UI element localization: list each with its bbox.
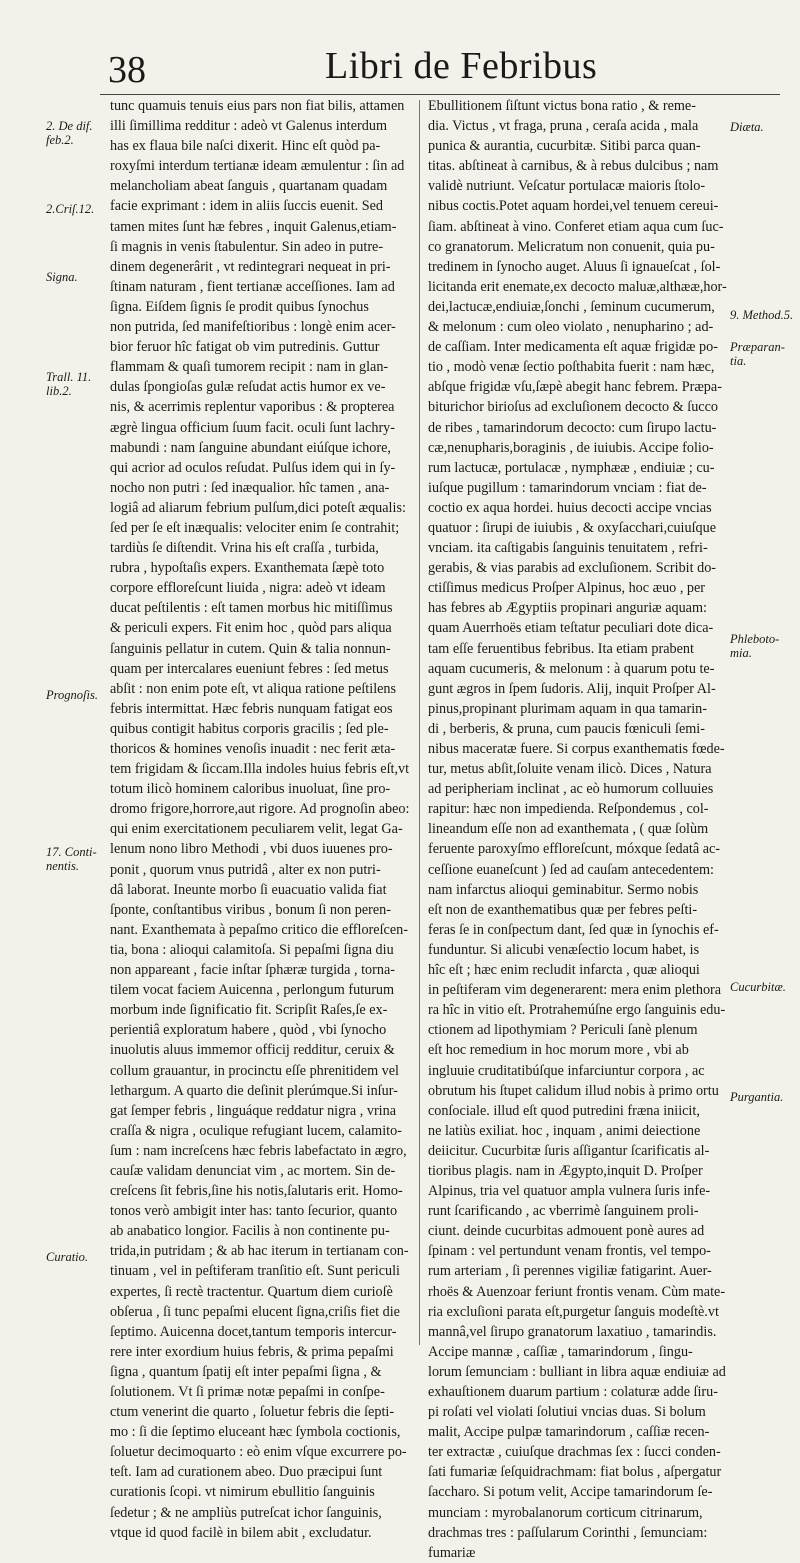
left-column-line: logiâ ad aliarum febrium pulſum,dici poteſt æqualis: bbox=[110, 499, 406, 516]
left-column-line: gat ſemper febris , linguáque reddatur nigra , vrina bbox=[110, 1102, 397, 1119]
right-column-line: ctionem ad lipothymiam ? Periculi ſanè plenum bbox=[428, 1022, 698, 1039]
left-column-line: rere inter exordium huius febris, & prima pepaſmi bbox=[110, 1343, 394, 1360]
left-column-line: ſolutionem. Vt ſi primæ notæ pepaſmi in conſpe- bbox=[110, 1384, 385, 1400]
right-column-line: ne latiùs exiliat. hoc , inquam , animi deiectione bbox=[428, 1122, 701, 1139]
right-column-line: abſque frigidæ vſu,ſæpè abegit hanc febrem. Præpa- bbox=[428, 379, 722, 396]
right-column-line: ſiam. abſtineat à vino. Conferet etiam aqua cum ſuc- bbox=[428, 218, 724, 235]
right-column-line: vnciam. ita caſtigabis ſanguinis tenuitatem , refri- bbox=[428, 540, 708, 557]
margin-note-line: Trall. 11. bbox=[46, 370, 92, 384]
left-column-line: ſi magnis in venis ſtabulentur. Sin adeo in putre- bbox=[110, 238, 384, 255]
left-column-line: non appareant , facie inſtar ſphæræ turgida , torna- bbox=[110, 962, 395, 979]
left-column-line: totum ilicò hominem caloribus inuoluat, ſine pro- bbox=[110, 781, 391, 798]
right-column-line: ceſſione euaneſcunt ) ſed ad cauſam antecedentem: bbox=[428, 861, 714, 878]
right-column-line: di , berberis, & pruna, cum paucis fœniculi ſemi- bbox=[428, 720, 705, 737]
left-column-line: ſeptimo. Auicenna docet,tantum temporis intercur- bbox=[110, 1323, 397, 1340]
left-column-line: bior feruor hîc fatigat ob vim putredinis. Guttur bbox=[110, 339, 380, 356]
right-column-line: ter extractæ , cuiuſque drachmas ſex : ſucci conden- bbox=[428, 1444, 721, 1461]
margin-note-prognosis bbox=[46, 688, 98, 702]
right-column-line: obrutum his ſtupet calidum illud nobis à primo ortu bbox=[428, 1082, 719, 1099]
right-column-line: gerabis, & vias parabis ad excluſionem. Scribit do- bbox=[428, 560, 717, 577]
right-column-line: tioribus plagis. nam in Ægypto,inquit D. Proſper bbox=[428, 1162, 703, 1179]
left-column-line: perientiâ exploratum habere , quòd , vbi ſynocho bbox=[110, 1022, 387, 1039]
column-divider bbox=[419, 100, 420, 1345]
running-title: Libri de Febribus bbox=[325, 45, 598, 87]
margin-note-de-crisibus bbox=[46, 202, 94, 216]
left-column-line: curationis ſcopi. vt nimirum ebullitio ſanguinis bbox=[110, 1484, 375, 1501]
left-column-line: obſerua , ſi tunc pepaſmi elucent ſigna,criſis fiet die bbox=[110, 1303, 400, 1320]
margin-note-line: Signa. bbox=[46, 270, 78, 284]
margin-note-line: tia. bbox=[730, 354, 747, 368]
left-column-line: ponit , quorum vnus putridâ , alter ex non putri- bbox=[110, 861, 381, 878]
margin-note-line: lib.2. bbox=[46, 384, 72, 398]
left-column-line: ægrè lingua officium ſuum facit. oculi ſunt lachry- bbox=[110, 419, 395, 436]
left-column-line: tinuam , vel in peſtiferam tranſitio eſt. Sunt periculi bbox=[110, 1263, 400, 1280]
right-column-line: malit, Accipe pulpæ tamarindorum , caſſiæ recen- bbox=[428, 1424, 710, 1441]
right-column-line: tio , modò venæ ſectio poſthabita fuerit : nam hæc, bbox=[428, 359, 715, 376]
margin-note-line: Diæta. bbox=[730, 120, 764, 134]
right-column-line: has febres ab Ægyptiis propinari anguriæ aquam: bbox=[428, 600, 707, 617]
margin-note-signa bbox=[46, 270, 78, 284]
right-column-line: ſpinam : vel pertundunt venam frontis, vel tempo- bbox=[428, 1243, 711, 1260]
right-column-line: titas. abſtineat à carnibus, & à rebus dulcibus ; nam bbox=[428, 158, 719, 175]
right-text-column bbox=[428, 96, 728, 1563]
right-column-line: gunt ægros in ſpem ſudoris. Alij, inquit Proſper Al- bbox=[428, 680, 716, 697]
right-column-line: runt ſcarificando , ac vberrimè ſanguinem proli- bbox=[428, 1203, 699, 1220]
margin-note-line: nentis. bbox=[46, 859, 79, 873]
margin-note-praeparantia bbox=[730, 340, 785, 368]
right-column-line: Ebullitionem ſiſtunt victus bona ratio , & reme- bbox=[428, 98, 696, 114]
left-column-line: nocho non putri : ſed inæqualior. hîc tamen , ana- bbox=[110, 479, 390, 496]
left-column-line: tamen mites ſunt hæ febres , inquit Galenus,etiam- bbox=[110, 218, 397, 235]
right-column-line: feruente paroxyſmo effloreſcunt, móxque ſedatâ ac- bbox=[428, 841, 721, 858]
left-column-line: ſedetur ; & ne ampliùs putreſcat ichor ſanguinis, bbox=[110, 1504, 382, 1521]
left-column-line: inuolutis aluus immemor officij redditur, ceruix & bbox=[110, 1042, 395, 1059]
right-column-line: Alpinus, tria vel quatuor ampla vulnera ſuris infe- bbox=[428, 1183, 711, 1200]
left-column-line: lenum nono libro Methodi , vbi duos iuuenes pro- bbox=[110, 841, 393, 858]
left-column-line: abſit : non enim pote eſt, vt aliqua ratione peſtilens bbox=[110, 680, 397, 697]
right-column-line: tam eſſe feruentibus febribus. Ita etiam prabent bbox=[428, 640, 694, 657]
left-column-line: ducat peſtilentis : eſt tamen morbus hic mitiſſimus bbox=[110, 600, 393, 617]
left-column-line: tem frigidam & ſiccam.Illa indoles huius febris eſt,vt bbox=[110, 761, 410, 778]
right-column-line: lineandum eſſe non ad exanthemata , ( quæ ſolùm bbox=[428, 821, 709, 838]
left-column-line: tia, bona : alioqui calamitoſa. Si pepaſmi ſigna diu bbox=[110, 941, 394, 958]
right-column-line: quam Auerrhoës etiam teſtatur peculiari dote dica- bbox=[428, 620, 714, 637]
margin-note-curatio bbox=[46, 1250, 88, 1264]
left-column-line: vtque id quod facilè in bilem abit , excludatur. bbox=[110, 1524, 372, 1541]
right-column-line: eſt hoc remedium in hoc morum more , vbi ab bbox=[428, 1042, 689, 1059]
margin-note-line: 9. Method.5. bbox=[730, 308, 794, 322]
margin-note-line: feb.2. bbox=[46, 133, 74, 147]
left-column-line: ſed per ſe eſt inæqualis: velociter enim ſe contrahit; bbox=[110, 519, 400, 536]
right-column-line: rum arteriam , ſi perennes vigiliæ fatigarint. Auer- bbox=[428, 1263, 712, 1280]
left-column-line: & periculi expers. Fit enim hoc , quòd pars aliqua bbox=[110, 620, 392, 637]
right-column-line: biturichor birioſus ad excluſionem decocto & ſucco bbox=[428, 399, 718, 416]
right-column-line: coctio ex aqua hordei. huius decocti accipe vncias bbox=[428, 499, 712, 516]
left-column-line: ſigna. Eiſdem ſignis ſe prodit quibus ſynochus bbox=[110, 298, 369, 315]
margin-note-line: Prognoſis. bbox=[46, 688, 98, 702]
right-column-line: nibus maceratæ fuere. Si corpus exanthematis fœde- bbox=[428, 741, 725, 757]
left-column-line: facie exprimant : idem in aliis ſuccis euenit. Sed bbox=[110, 198, 384, 215]
left-column-line: roxyſmi interdum tertianæ ideam æmulentur : ſin ad bbox=[110, 158, 405, 175]
left-column-line: tardiùs ſe diſtendit. Vrina his eſt craſſa , turbida, bbox=[110, 540, 379, 557]
left-column-line: tonos verò ambigit inter has: tanto ſecurior, quanto bbox=[110, 1203, 398, 1220]
left-column-line: melancholiam abeat ſanguis , quartanam quadam bbox=[110, 178, 388, 195]
left-column-line: creſcens ſit febris,ſine his notis,ſalutaris erit. Homo- bbox=[110, 1183, 403, 1200]
margin-note-phlebotomia bbox=[730, 632, 779, 660]
right-column-line: funduntur. Si alicubi venæſectio locum habet, is bbox=[428, 941, 700, 958]
left-column-line: mabundi : nam ſanguine abundant eiúſque ichore, bbox=[110, 439, 391, 456]
right-column-line: cæ,nenupharis,boraginis , de iuiubis. Accipe folio- bbox=[428, 439, 714, 456]
left-column-line: ſanguinis pellatur in cutem. Quin & talia nonnun- bbox=[110, 640, 391, 657]
left-column-line: ab anabatico longior. Facilis à non continente pu- bbox=[110, 1223, 390, 1240]
margin-note-diaeta bbox=[730, 120, 764, 134]
right-column-line: de caſſiam. Inter medicamenta eſt aquæ frigidæ po- bbox=[428, 339, 718, 356]
left-column-line: dâ laborat. Ineunte morbo ſi euacuatio valida fiat bbox=[110, 881, 387, 898]
right-column-line: deiicitur. Cucurbitæ ſuris aſſigantur ſcarificatis al- bbox=[428, 1142, 710, 1159]
header-rule bbox=[100, 94, 780, 95]
right-column-line: rum lactucæ, portulacæ , nymphææ , endiuiæ ; cu- bbox=[428, 459, 715, 476]
right-column-line: Accipe mannæ , caſſiæ , tamarindorum , ſingu- bbox=[428, 1343, 693, 1360]
left-column-line: has ex flaua bile naſci dixerit. Hinc eſt quòd pa- bbox=[110, 138, 381, 155]
right-column-line: ciunt. deinde cucurbitas admouent ponè aures ad bbox=[428, 1223, 705, 1240]
left-column-line: thoricos & homines venoſis inuadit : nec ferit æta- bbox=[110, 741, 396, 757]
left-column-line: dulas ſpongioſas gulæ reſudat actis humor ex ve- bbox=[110, 379, 386, 396]
left-column-line: non putrida, ſed manifeſtioribus : longè enim acer- bbox=[110, 319, 396, 336]
left-column-line: quibus contigit habitus corporis gracilis ; ſed ple- bbox=[110, 720, 389, 737]
right-column-line: ra hîc in vitio eſt. Protrahemúſne ergo ſanguinis edu- bbox=[428, 1002, 726, 1019]
left-column-line: cauſæ validam denunciat vim , ac mortem. Sin de- bbox=[110, 1162, 396, 1179]
left-column-line: craſſa & nigra , oculique refugiant lucem, calamito- bbox=[110, 1122, 402, 1139]
left-column-line: illi ſimillima redditur : adeò vt Galenus interdum bbox=[110, 118, 387, 135]
left-column-line: qui enim exercitationem peculiarem velit, legat Ga- bbox=[110, 821, 403, 838]
right-column-line: dei,lactucæ,endiuiæ,ſonchi , ſeminum cucumerum, bbox=[428, 298, 715, 315]
left-column-line: flammam & quaſi tumorem recipit : nam in glan- bbox=[110, 359, 389, 376]
margin-note-line: Purgantia. bbox=[730, 1090, 784, 1104]
right-column-line: lorum ſemunciam : bulliant in libra aquæ endiuiæ ad bbox=[428, 1363, 726, 1380]
margin-note-line: mia. bbox=[730, 646, 752, 660]
margin-note-trallianus bbox=[46, 370, 91, 398]
left-column-line: ctum venerint die quarto , ſoluetur febris die ſepti- bbox=[110, 1404, 395, 1421]
margin-note-cucurbitae bbox=[730, 980, 786, 994]
right-column-line: aquam cucumeris, & melonum : à quarum potu te- bbox=[428, 660, 715, 677]
right-column-line: hîc eſt ; hæc enim recludit infarcta , quæ alioqui bbox=[428, 962, 700, 979]
right-column-line: ingluuie cruditatibúſque infarciuntur corpora , ac bbox=[428, 1062, 705, 1079]
right-column-line: validè nutriunt. Veſcatur portulacæ maioris ſtolo- bbox=[428, 178, 706, 195]
left-column-line: morbum inde ſignificatio fit. Scripſit Raſes,ſe ex- bbox=[110, 1002, 388, 1019]
right-column-line: ad peripheriam inclinat , ac eò humorum colluuies bbox=[428, 781, 714, 798]
right-column-line: punica & aurantia, cucurbitæ. Sitibi parca quan- bbox=[428, 138, 701, 155]
right-column-line: ſati fumariæ ſeſquidrachmam: fiat bolus , aſpergatur bbox=[428, 1464, 722, 1481]
left-column-line: nis, & acerrimis replentur vaporibus : & propterea bbox=[110, 399, 395, 416]
right-column-line: ſaccharo. Si potum velit, Accipe tamarindorum ſe- bbox=[428, 1484, 713, 1501]
left-column-line: mo : ſi die ſeptimo eluceant hæc ſymbola coctionis, bbox=[110, 1424, 401, 1441]
left-column-line: teſt. Iam ad curationem abeo. Duo præcipui ſunt bbox=[110, 1464, 383, 1481]
left-column-line: qui acrior ad oculos reſudat. Pulſus idem qui in ſy- bbox=[110, 459, 396, 476]
margin-note-line: Phleboto- bbox=[730, 632, 780, 646]
right-column-line: mannâ,vel ſirupo granatorum laxatiuo , tamarindis. bbox=[428, 1323, 717, 1340]
right-column-line: quatuor : ſirupi de iuiubis , & oxyſacchari,cuiuſque bbox=[428, 519, 717, 536]
right-column-line: eſt non de exanthematibus quæ per febres peſti- bbox=[428, 901, 698, 918]
left-column-line: ſponte, conſtantibus viribus , bonum ſi non peren- bbox=[110, 901, 391, 918]
margin-note-line: 2.Criſ.12. bbox=[46, 202, 95, 216]
right-column-line: nibus coctis.Potet aquam hordei,vel tenuem cereui- bbox=[428, 198, 719, 215]
left-column-line: tunc quamuis tenuis eius pars non fiat bilis, attamen bbox=[110, 98, 405, 114]
left-column-line: dinem degenerârit , vt redintegrari nequeat in pri- bbox=[110, 258, 391, 275]
right-column-line: licitanda erit enemate,ex decocto maluæ,althææ,hor- bbox=[428, 278, 727, 295]
left-column-line: febris intermittat. Hæc febris nunquam fatigat eos bbox=[110, 700, 393, 717]
left-column-line: quam per intercalares eueniunt febres : ſed metus bbox=[110, 660, 389, 677]
right-column-line: fumariæ bbox=[428, 1544, 476, 1561]
left-column-line: ſum : nam increſcens hæc febris labefactato in ægro, bbox=[110, 1142, 407, 1159]
left-column-line: tilem vocat faciem Auicenna , perlongum futurum bbox=[110, 982, 395, 999]
right-column-line: dia. Victus , vt fraga, pruna , ceraſa acida , mala bbox=[428, 118, 699, 135]
left-column-line: ſigna , quantum ſpatij eſt inter pepaſmi ſigna , & bbox=[110, 1363, 382, 1380]
right-column-line: pinus,propinant plurimam aquam in qua tamarin- bbox=[428, 700, 707, 717]
right-column-line: munciam : myrobalanorum corticum citrinarum, bbox=[428, 1504, 703, 1521]
margin-note-continentis bbox=[46, 845, 97, 873]
right-column-line: exhauſtionem duarum partium : colaturæ adde ſiru- bbox=[428, 1384, 718, 1400]
left-column-line: trida,in putridam ; & ab hac iterum in tertianam con- bbox=[110, 1243, 409, 1260]
left-column-line: expertes, ſi rectè tractentur. Quartum diem curioſè bbox=[110, 1283, 393, 1300]
right-column-line: conſociale. illud eſt quod putredini fræna iniicit, bbox=[428, 1102, 700, 1119]
right-column-line: drachmas tres : paſſularum Corinthi , ſemunciam: bbox=[428, 1524, 708, 1541]
margin-note-de-differentiis bbox=[46, 119, 93, 147]
left-column-line: ſoluetur decimoquarto : eò enim vſque excurrere po- bbox=[110, 1444, 407, 1461]
left-text-column bbox=[110, 96, 410, 1543]
left-column-line: rubra , hypoſtaſis expers. Exanthemata ſæpè toto bbox=[110, 560, 385, 577]
right-column-line: ctiſſimus medicus Proſper Alpinus, hoc æuo , per bbox=[428, 580, 706, 597]
margin-note-purgantia bbox=[730, 1090, 783, 1104]
margin-note-line: Curatio. bbox=[46, 1250, 89, 1264]
margin-note-line: Præparan- bbox=[730, 340, 785, 354]
right-column-line: rapitur: hæc non impedienda. Reſpondemus , col- bbox=[428, 801, 709, 818]
margin-note-methodus bbox=[730, 308, 793, 322]
right-column-line: iuſque pugillum : tamarindorum vnciam : fiat de- bbox=[428, 479, 707, 496]
right-column-line: in peſtiferam vim degenerarent: mera enim plethora bbox=[428, 982, 722, 999]
right-column-line: co granatorum. Melicratum non conuenit, quia pu- bbox=[428, 238, 715, 255]
right-column-line: de ribes , tamarindorum decocto: cum ſirupo lactu- bbox=[428, 419, 717, 436]
left-column-line: corpore effloreſcunt liuida , nigra: adeò vt ideam bbox=[110, 580, 386, 597]
margin-note-line: 17. Conti- bbox=[46, 845, 97, 859]
right-column-line: rhoës & Auenzoar feriunt frontis venam. Cùm mate- bbox=[428, 1283, 726, 1300]
left-column-line: dromo frigore,horrore,aut rigore. Ad prognoſin abeo: bbox=[110, 801, 410, 818]
right-column-line: feras ſe in conſpectum dant, ſed quæ in ſynochis ef- bbox=[428, 921, 719, 938]
left-column-line: nant. Exanthemata à pepaſmo critico die effloreſcen- bbox=[110, 921, 408, 938]
margin-note-line: 2. De dif. bbox=[46, 119, 93, 133]
right-column-line: pi roſati vel violati ſolutiui vncias duas. Si bolum bbox=[428, 1404, 706, 1421]
margin-note-line: Cucurbitæ. bbox=[730, 980, 786, 994]
right-column-line: nam infarctus alioqui geminabitur. Sermo nobis bbox=[428, 881, 699, 898]
left-column-line: ſtinam naturam , fient tertianæ acceſſiones. Iam ad bbox=[110, 278, 395, 295]
left-column-line: lethargum. A quarto die deſinit plerúmque.Si inſur- bbox=[110, 1082, 398, 1099]
right-column-line: & melonum : cum oleo violato , nenupharino ; ad- bbox=[428, 319, 714, 336]
right-column-line: ria excluſioni parata eſt,purgetur ſanguis modeſtè.vt bbox=[428, 1303, 719, 1320]
right-column-line: tur, metus abſit,ſoluite venam ilicò. Dices , Natura bbox=[428, 761, 712, 778]
page-number: 38 bbox=[108, 49, 146, 91]
right-column-line: tredinem in ſynocho auget. Aluus ſi ignaueſcat , ſol- bbox=[428, 258, 721, 275]
left-column-line: collum grauantur, in procinctu eſſe phrenitidem vel bbox=[110, 1062, 400, 1079]
